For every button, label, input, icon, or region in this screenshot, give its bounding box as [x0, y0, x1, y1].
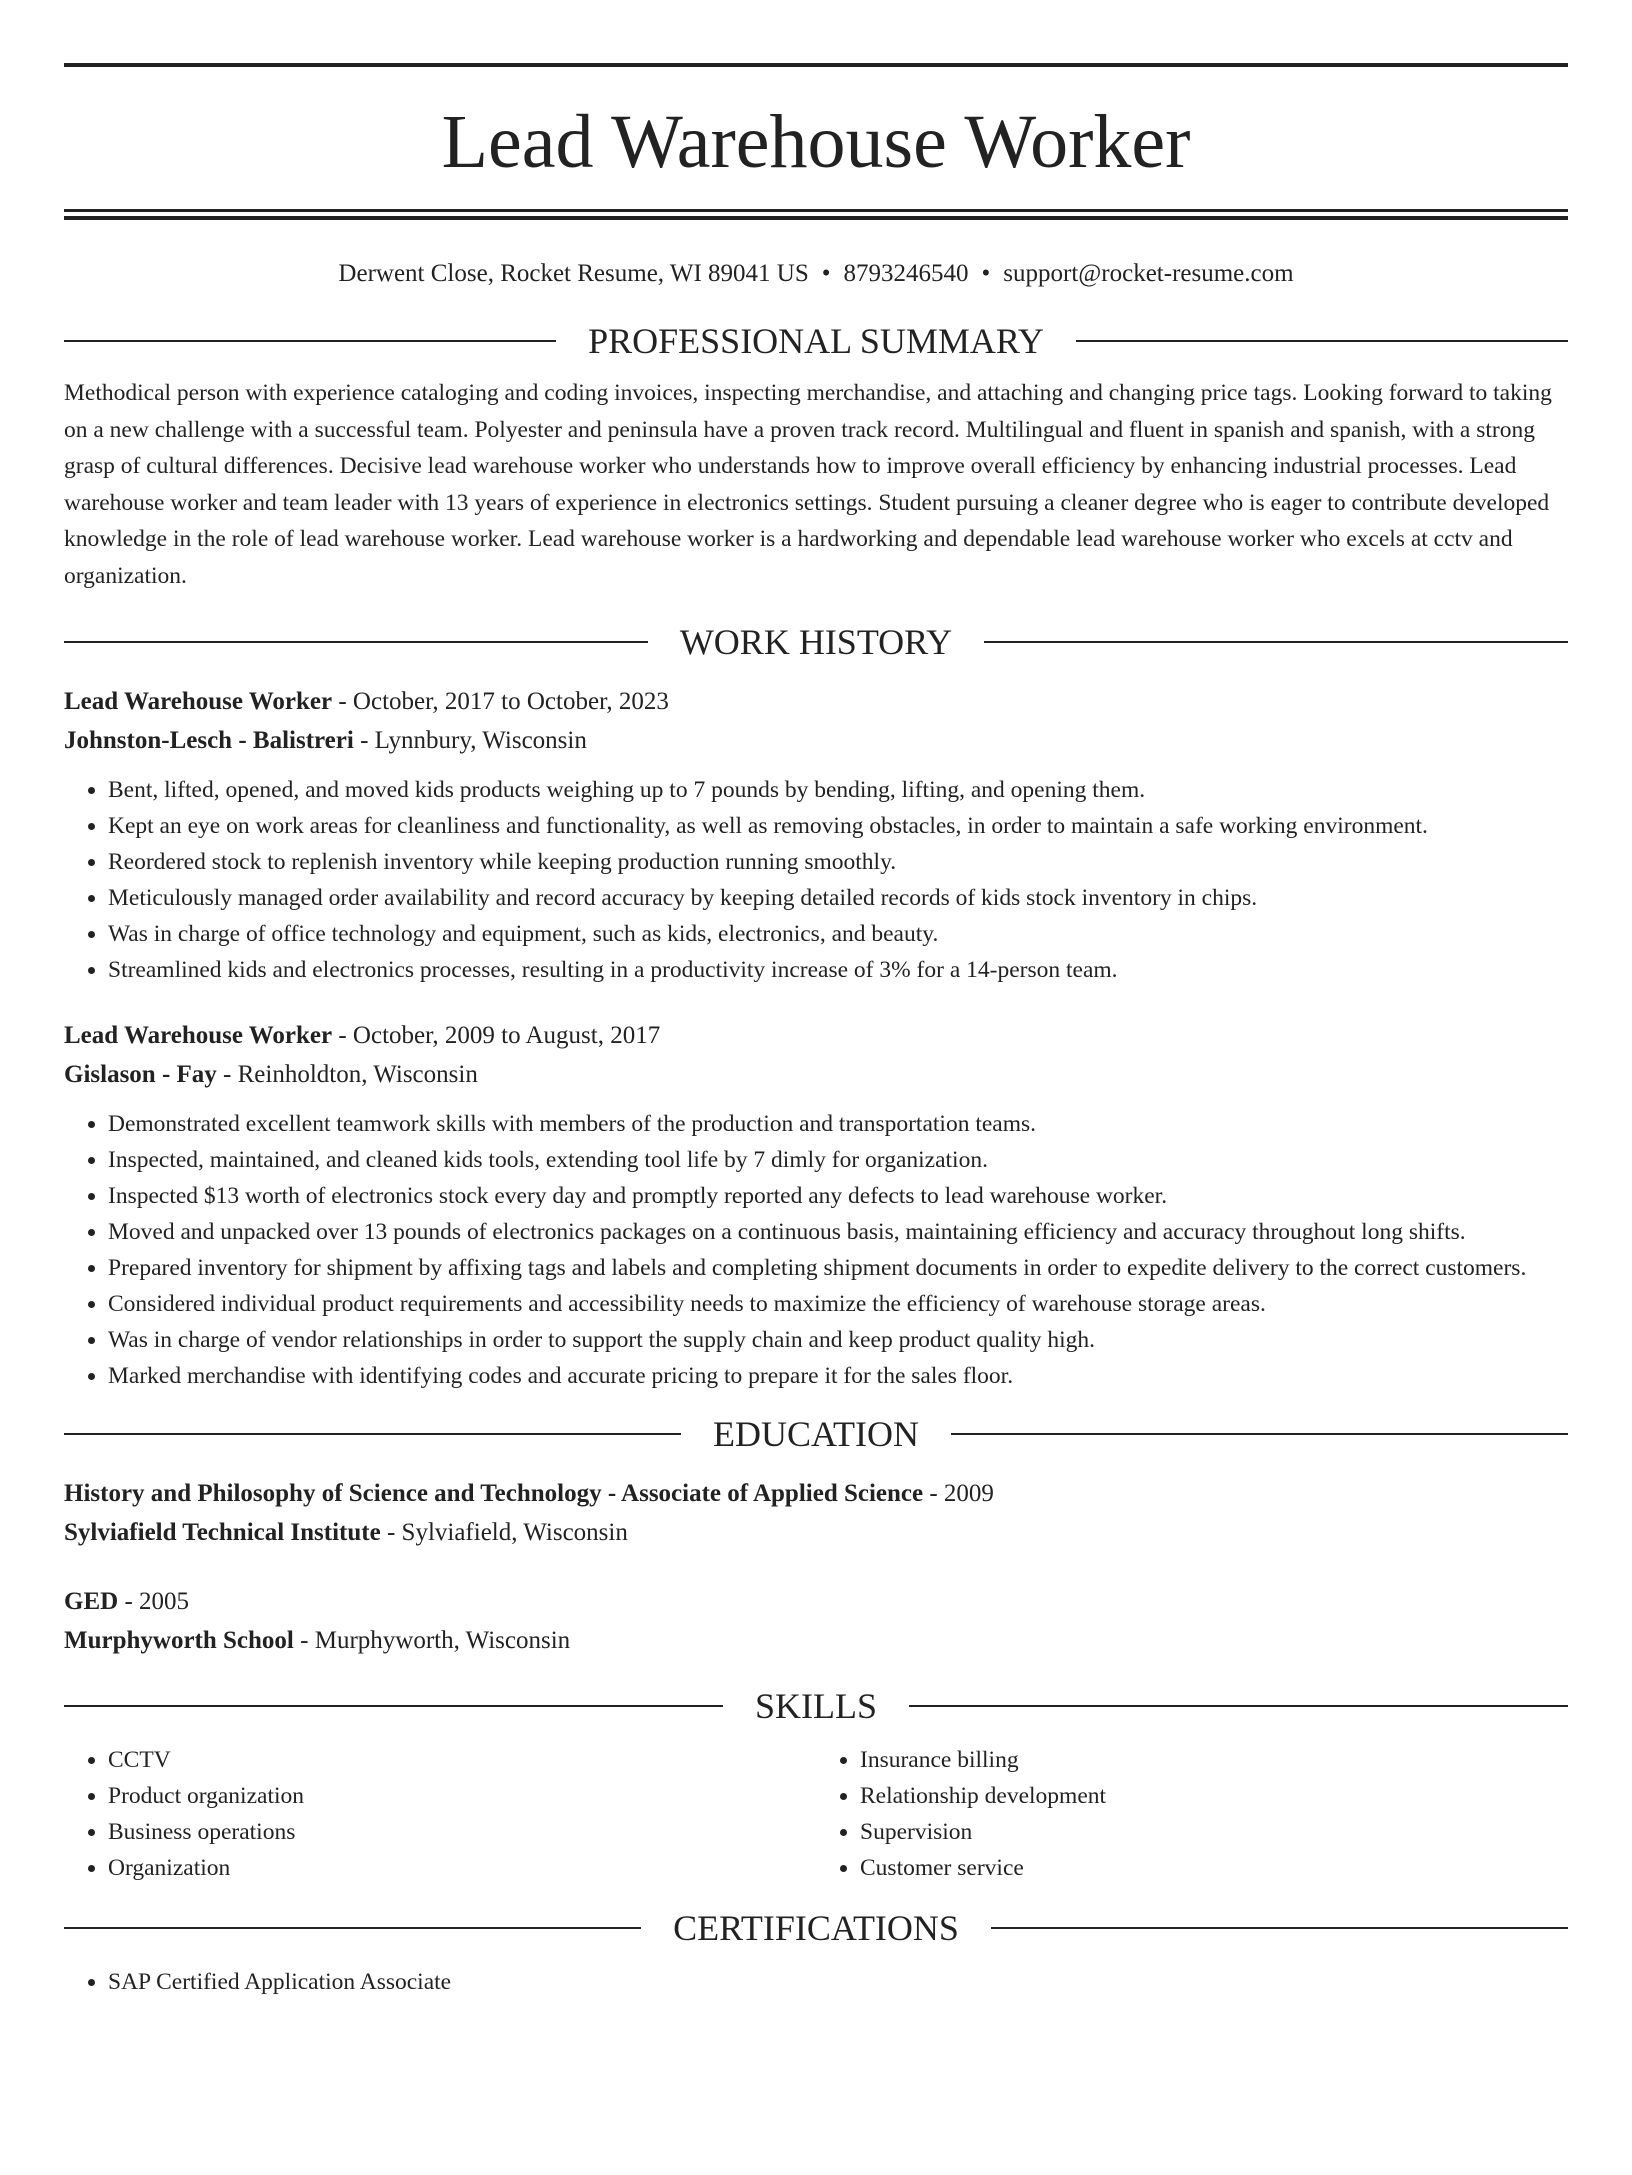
section-rule [64, 1927, 641, 1929]
certifications-list [64, 1964, 1568, 2000]
job-company: Johnston-Lesch - Balistreri [64, 727, 354, 754]
skill-item: • Customer service [860, 1850, 1568, 1886]
education-degree: GED [64, 1588, 119, 1615]
list-item: • Demonstrated excellent teamwork skills with members of the production and transportation teams. [108, 1106, 1568, 1142]
list-item: • Prepared inventory for shipment by affixing tags and labels and completing shipment documents in order to expedite delivery to the correct customers. [108, 1250, 1568, 1286]
education-degree-line [64, 1582, 1568, 1621]
job-title: Lead Warehouse Worker [64, 688, 333, 715]
skills-grid [64, 1742, 1568, 1886]
job-location: - Lynnbury, Wisconsin [353, 727, 587, 754]
skill-item: • Organization [108, 1850, 816, 1886]
list-item: • Inspected, maintained, and cleaned kids tools, extending tool life by 7 dimly for organization. [108, 1142, 1568, 1178]
section-title: PROFESSIONAL SUMMARY [588, 321, 1044, 361]
skill-item: • Supervision [860, 1814, 1568, 1850]
skills-column-right [816, 1742, 1568, 1886]
job-location: - Reinholdton, Wisconsin [216, 1061, 478, 1088]
page-title: Lead Warehouse Worker [441, 100, 1191, 184]
section-title: EDUCATION [713, 1414, 919, 1454]
section-rule [64, 641, 648, 643]
section-header-work [64, 620, 1568, 664]
list-item: • Was in charge of office technology and equipment, such as kids, electronics, and beauty. [108, 916, 1568, 952]
section-header-education [64, 1412, 1568, 1456]
job-bullets [64, 1106, 1568, 1394]
education-school: Sylviafield Technical Institute [64, 1519, 381, 1546]
education-year: - 2009 [923, 1480, 994, 1507]
section-rule [951, 1433, 1568, 1435]
contact-separator: • [981, 260, 991, 287]
contact-phone[interactable]: 8793246540 [843, 260, 969, 287]
job-company: Gislason - Fay [64, 1061, 217, 1088]
contact-email[interactable]: support@rocket-resume.com [1003, 260, 1294, 287]
contact-line [64, 259, 1568, 289]
section-rule [984, 641, 1568, 643]
section-title: CERTIFICATIONS [673, 1908, 959, 1948]
skills-column-left [64, 1742, 816, 1886]
list-item: • Marked merchandise with identifying codes and accurate pricing to prepare it for the sales floor. [108, 1358, 1568, 1394]
list-item: • Streamlined kids and electronics processes, resulting in a productivity increase of 3% for a 14-person team. [108, 952, 1568, 988]
section-header-certifications [64, 1906, 1568, 1950]
skill-item: • Relationship development [860, 1778, 1568, 1814]
certifications-bullets [64, 1964, 1568, 2000]
skill-item: • CCTV [108, 1742, 816, 1778]
education-school-line [64, 1513, 1568, 1552]
list-item: • Inspected $13 worth of electronics stock every day and promptly reported any defects to lead warehouse worker. [108, 1178, 1568, 1214]
summary-text: Methodical person with experience cataloging and coding invoices, inspecting merchandise, and attaching and changing price tags. Looking forward to taking on a new challenge with a successful team. Polyester and peninsula have a proven track record. Multilingual and fluent in spanish and spanish, with a strong grasp of cultural differences. Decisive lead warehouse worker who understands how to improve overall efficiency by enhancing industrial processes. Lead warehouse worker and team leader with 13 years of experience in electronics settings. Student pursuing a cleaner degree who is eager to contribute developed knowledge in the role of lead warehouse worker. Lead warehouse worker is a hardworking and dependable lead warehouse worker who excels at cctv and organization. [64, 380, 1552, 589]
education-entry [64, 1474, 1568, 1552]
skill-item: • Product organization [108, 1778, 816, 1814]
job-bullets [64, 772, 1568, 988]
skill-item: • Business operations [108, 1814, 816, 1850]
job-company-line [64, 1055, 1568, 1094]
top-rule [64, 63, 1568, 67]
section-header-summary [64, 319, 1568, 363]
education-year: - 2005 [118, 1588, 190, 1615]
section-rule [64, 1433, 681, 1435]
section-rule [64, 340, 556, 342]
contact-separator: • [821, 260, 831, 287]
resume-page [0, 63, 1632, 2175]
list-item: • Reordered stock to replenish inventory while keeping production running smoothly. [108, 844, 1568, 880]
education-location: - Murphyworth, Wisconsin [293, 1627, 571, 1654]
list-item: • Was in charge of vendor relationships in order to support the supply chain and keep product quality high. [108, 1322, 1568, 1358]
skill-item: • Insurance billing [860, 1742, 1568, 1778]
job-entry [64, 1016, 1568, 1394]
section-rule [909, 1705, 1568, 1707]
job-title-line [64, 682, 1568, 721]
job-title: Lead Warehouse Worker [64, 1022, 333, 1049]
education-entry [64, 1582, 1568, 1660]
education-degree: History and Philosophy of Science and Technology - Associate of Applied Science [64, 1480, 924, 1507]
list-item: • Moved and unpacked over 13 pounds of electronics packages on a continuous basis, maintaining efficiency and accuracy throughout long shifts. [108, 1214, 1568, 1250]
certification-item: • SAP Certified Application Associate [108, 1964, 1568, 2000]
list-item: • Bent, lifted, opened, and moved kids products weighing up to 7 pounds by bending, lifting, and opening them. [108, 772, 1568, 808]
education-degree-line [64, 1474, 1568, 1513]
job-dates: - October, 2009 to August, 2017 [332, 1022, 661, 1049]
section-rule [991, 1927, 1568, 1929]
section-header-skills [64, 1684, 1568, 1728]
job-title-line [64, 1016, 1568, 1055]
title-double-rule [64, 209, 1568, 220]
contact-address: Derwent Close, Rocket Resume, WI 89041 US [338, 260, 809, 287]
list-item: • Considered individual product requirements and accessibility needs to maximize the efficiency of warehouse storage areas. [108, 1286, 1568, 1322]
section-title: SKILLS [755, 1686, 878, 1726]
education-location: - Sylviafield, Wisconsin [380, 1519, 628, 1546]
section-rule [64, 1705, 723, 1707]
list-item: • Kept an eye on work areas for cleanliness and functionality, as well as removing obstacles, in order to maintain a safe working environment. [108, 808, 1568, 844]
job-company-line [64, 721, 1568, 760]
job-entry [64, 682, 1568, 988]
education-school: Murphyworth School [64, 1627, 294, 1654]
section-rule [1076, 340, 1568, 342]
job-dates: - October, 2017 to October, 2023 [332, 688, 669, 715]
section-title: WORK HISTORY [679, 622, 953, 662]
list-item: • Meticulously managed order availability and record accuracy by keeping detailed records of kids stock inventory in chips. [108, 880, 1568, 916]
education-school-line [64, 1621, 1568, 1660]
